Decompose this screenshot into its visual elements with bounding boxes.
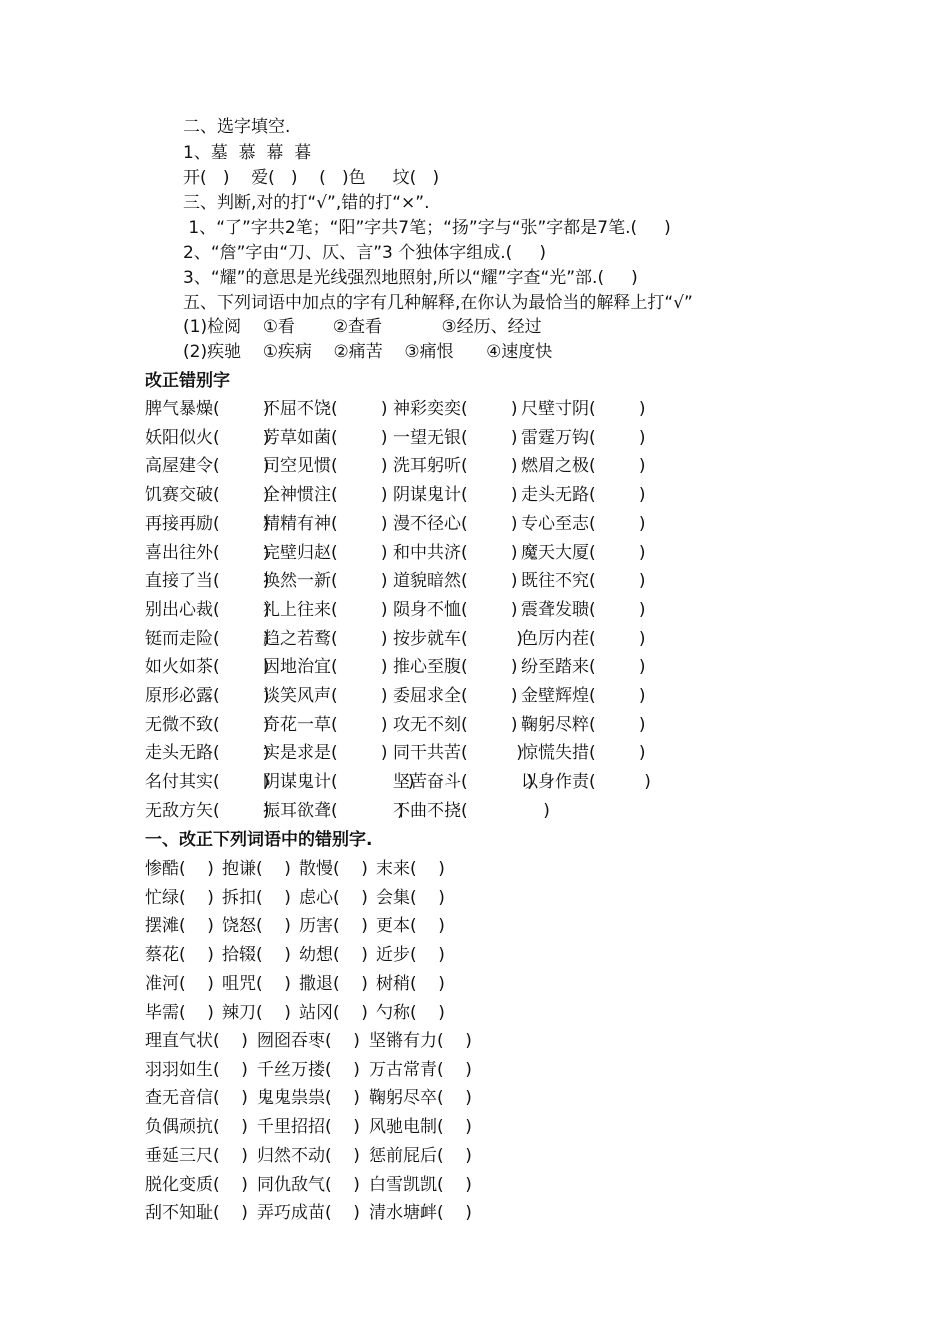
- word-entry: 震聋发聩( ): [521, 599, 646, 620]
- word-entry: 查无音信( ): [145, 1088, 248, 1109]
- word-entry: 完壁归赵( ): [263, 542, 388, 563]
- word-entry: 刮不知耻( ): [145, 1203, 248, 1224]
- word-entry: 趋之若鹜( ): [263, 628, 388, 649]
- word-entry: 抱谦( ): [222, 859, 291, 879]
- word-entry: 无敌方矢( ): [145, 800, 270, 821]
- word-entry: 全神惯注( ): [263, 485, 388, 506]
- word-entry: 羽羽如生( ): [145, 1059, 248, 1080]
- word-entry: 纷至踏来( ): [521, 657, 646, 678]
- word-entry: 理直气状( ): [145, 1031, 248, 1051]
- question-line: 开( ) 爱( ) ( )色 坟( ): [183, 168, 440, 188]
- section-title: 一、改正下列词语中的错别字.: [145, 830, 373, 850]
- word-entry: 弄巧成苗( ): [257, 1203, 360, 1224]
- word-entry: 一望无银( ): [393, 427, 518, 448]
- word-entry: 委屈求全( ): [393, 686, 518, 706]
- heading-judge: 三、判断,对的打“√”,错的打“×”.: [183, 193, 430, 213]
- word-entry: 饥赛交破( ): [145, 485, 270, 506]
- word-entry: 忙绿( ): [145, 887, 214, 908]
- word-entry: 原形必露( ): [145, 686, 270, 706]
- word-entry: 虑心( ): [299, 887, 368, 908]
- word-entry: 同干共苦( ): [393, 743, 523, 764]
- word-entry: 谈笑风声( ): [263, 686, 388, 706]
- word-entry: 撒退( ): [299, 973, 368, 994]
- word-entry: 更本( ): [376, 916, 445, 937]
- word-entry: 脱化变质( ): [145, 1174, 248, 1195]
- word-entry: 不曲不挠( ): [393, 800, 550, 821]
- word-entry: 雷霆万钩( ): [521, 427, 646, 448]
- word-entry: 洗耳躬听( ): [393, 456, 518, 477]
- word-entry: 精精有神( ): [263, 513, 388, 534]
- word-entry: 换然一新( ): [263, 571, 388, 592]
- word-entry: 漫不径心( ): [393, 513, 518, 534]
- section-title: 改正错别字: [145, 371, 230, 391]
- word-entry: 如火如茶( ): [145, 657, 270, 678]
- question-line: (2)疾驰 ①疾病 ②痛苦 ③痛恨 ④速度快: [183, 342, 553, 362]
- word-entry: 囫囵吞枣( ): [257, 1031, 360, 1051]
- word-entry: 奇花一草( ): [263, 714, 388, 735]
- word-entry: 直接了当( ): [145, 571, 270, 592]
- word-entry: 不屈不饶( ): [263, 399, 388, 419]
- word-entry: 坚锵有力( ): [369, 1031, 472, 1051]
- word-entry: 再接再励( ): [145, 513, 270, 534]
- word-entry: 铤而走险( ): [145, 628, 270, 649]
- word-entry: 名付其实( ): [145, 772, 270, 793]
- word-entry: 阴谋鬼计( ): [263, 772, 415, 793]
- word-entry: 千丝万搂( ): [257, 1059, 360, 1080]
- word-entry: 惨酷( ): [145, 859, 214, 879]
- word-entry: 准河( ): [145, 973, 214, 994]
- word-entry: 拾辍( ): [222, 945, 291, 966]
- word-entry: 近步( ): [376, 945, 445, 966]
- heading-fill-in: 二、选字填空.: [183, 117, 291, 137]
- word-entry: 喜出往外( ): [145, 542, 270, 563]
- word-entry: 脾气暴燥( ): [145, 399, 270, 419]
- heading-explain: 五、下列词语中加点的字有几种解释,在你认为最恰当的解释上打“√”: [183, 293, 693, 313]
- word-entry: 历害( ): [299, 916, 368, 937]
- word-entry: 既往不究( ): [521, 571, 646, 592]
- word-entry: 千里招招( ): [257, 1117, 360, 1138]
- word-entry: 站冈( ): [299, 1002, 368, 1023]
- word-entry: 色厉内茬( ): [521, 628, 646, 649]
- question-line: (1)检阅 ①看 ②查看 ③经历、经过: [183, 317, 542, 337]
- word-entry: 按步就车( ): [393, 628, 523, 649]
- word-entry: 走头无路( ): [521, 485, 646, 506]
- word-entry: 神彩奕奕( ): [393, 399, 518, 419]
- word-entry: 高屋建令( ): [145, 456, 270, 477]
- word-entry: 以身作责( ): [521, 772, 651, 793]
- word-entry: 专心至志( ): [521, 513, 646, 534]
- word-entry: 实是求是( ): [263, 743, 388, 764]
- word-entry: 妖阳似火( ): [145, 427, 270, 448]
- word-entry: 鬼鬼祟祟( ): [257, 1088, 360, 1109]
- word-entry: 尺壁寸阴( ): [521, 399, 646, 419]
- word-entry: 坚苦奋斗( ): [393, 772, 534, 793]
- word-entry: 金壁辉煌( ): [521, 686, 646, 706]
- word-entry: 同仇敌气( ): [257, 1174, 360, 1195]
- word-entry: 别出心裁( ): [145, 599, 270, 620]
- word-entry: 因地治宜( ): [263, 657, 388, 678]
- word-entry: 勺称( ): [376, 1002, 445, 1023]
- word-entry: 魔天大厦( ): [521, 542, 646, 563]
- word-entry: 走头无路( ): [145, 743, 270, 764]
- word-entry: 归然不动( ): [257, 1145, 360, 1166]
- word-entry: 咀咒( ): [222, 973, 291, 994]
- word-entry: 负偶顽抗( ): [145, 1117, 248, 1138]
- word-entry: 燃眉之极( ): [521, 456, 646, 477]
- word-entry: 辣刀( ): [222, 1002, 291, 1023]
- word-entry: 惊慌失措( ): [521, 743, 646, 764]
- word-entry: 白雪凯凯( ): [369, 1174, 472, 1195]
- word-entry: 会集( ): [376, 887, 445, 908]
- word-entry: 和中共济( ): [393, 542, 518, 563]
- word-entry: 振耳欲聋( ): [263, 800, 404, 821]
- word-entry: 树稍( ): [376, 973, 445, 994]
- word-entry: 鞠躬尽粹( ): [521, 714, 646, 735]
- word-entry: 风驰电制( ): [369, 1117, 472, 1138]
- word-entry: 芳草如菌( ): [263, 427, 388, 448]
- word-entry: 阴谋鬼计( ): [393, 485, 518, 506]
- word-entry: 攻无不刻( ): [393, 714, 518, 735]
- word-entry: 礼上往来( ): [263, 599, 388, 620]
- word-entry: 推心至腹( ): [393, 657, 518, 678]
- word-entry: 司空见惯( ): [263, 456, 388, 477]
- word-entry: 鞠躬尽卒( ): [369, 1088, 472, 1109]
- word-entry: 陨身不恤( ): [393, 599, 518, 620]
- word-entry: 惩前屁后( ): [369, 1145, 472, 1166]
- word-entry: 末来( ): [376, 859, 445, 879]
- word-entry: 垂延三尺( ): [145, 1145, 248, 1166]
- question-line: 2、“詹”字由“刀、仄、言”3 个独体字组成.( ): [183, 243, 546, 263]
- question-line: 1、“了”字共2笔；“阳”字共7笔；“扬”字与“张”字都是7笔.( ): [183, 218, 671, 238]
- question-line: 3、“耀”的意思是光线强烈地照射,所以“耀”字查“光”部.( ): [183, 268, 638, 288]
- word-entry: 拆扣( ): [222, 887, 291, 908]
- word-entry: 清水塘衅( ): [369, 1203, 472, 1224]
- question-line: 1、墓 慕 幕 暮: [183, 143, 312, 163]
- word-entry: 饶怒( ): [222, 916, 291, 937]
- word-entry: 摆滩( ): [145, 916, 214, 937]
- word-entry: 散慢( ): [299, 859, 368, 879]
- word-entry: 蔡花( ): [145, 945, 214, 966]
- word-entry: 幼想( ): [299, 945, 368, 966]
- word-entry: 毕需( ): [145, 1002, 214, 1023]
- word-entry: 道貌暗然( ): [393, 571, 518, 592]
- word-entry: 万古常青( ): [369, 1059, 472, 1080]
- word-entry: 无微不致( ): [145, 714, 270, 735]
